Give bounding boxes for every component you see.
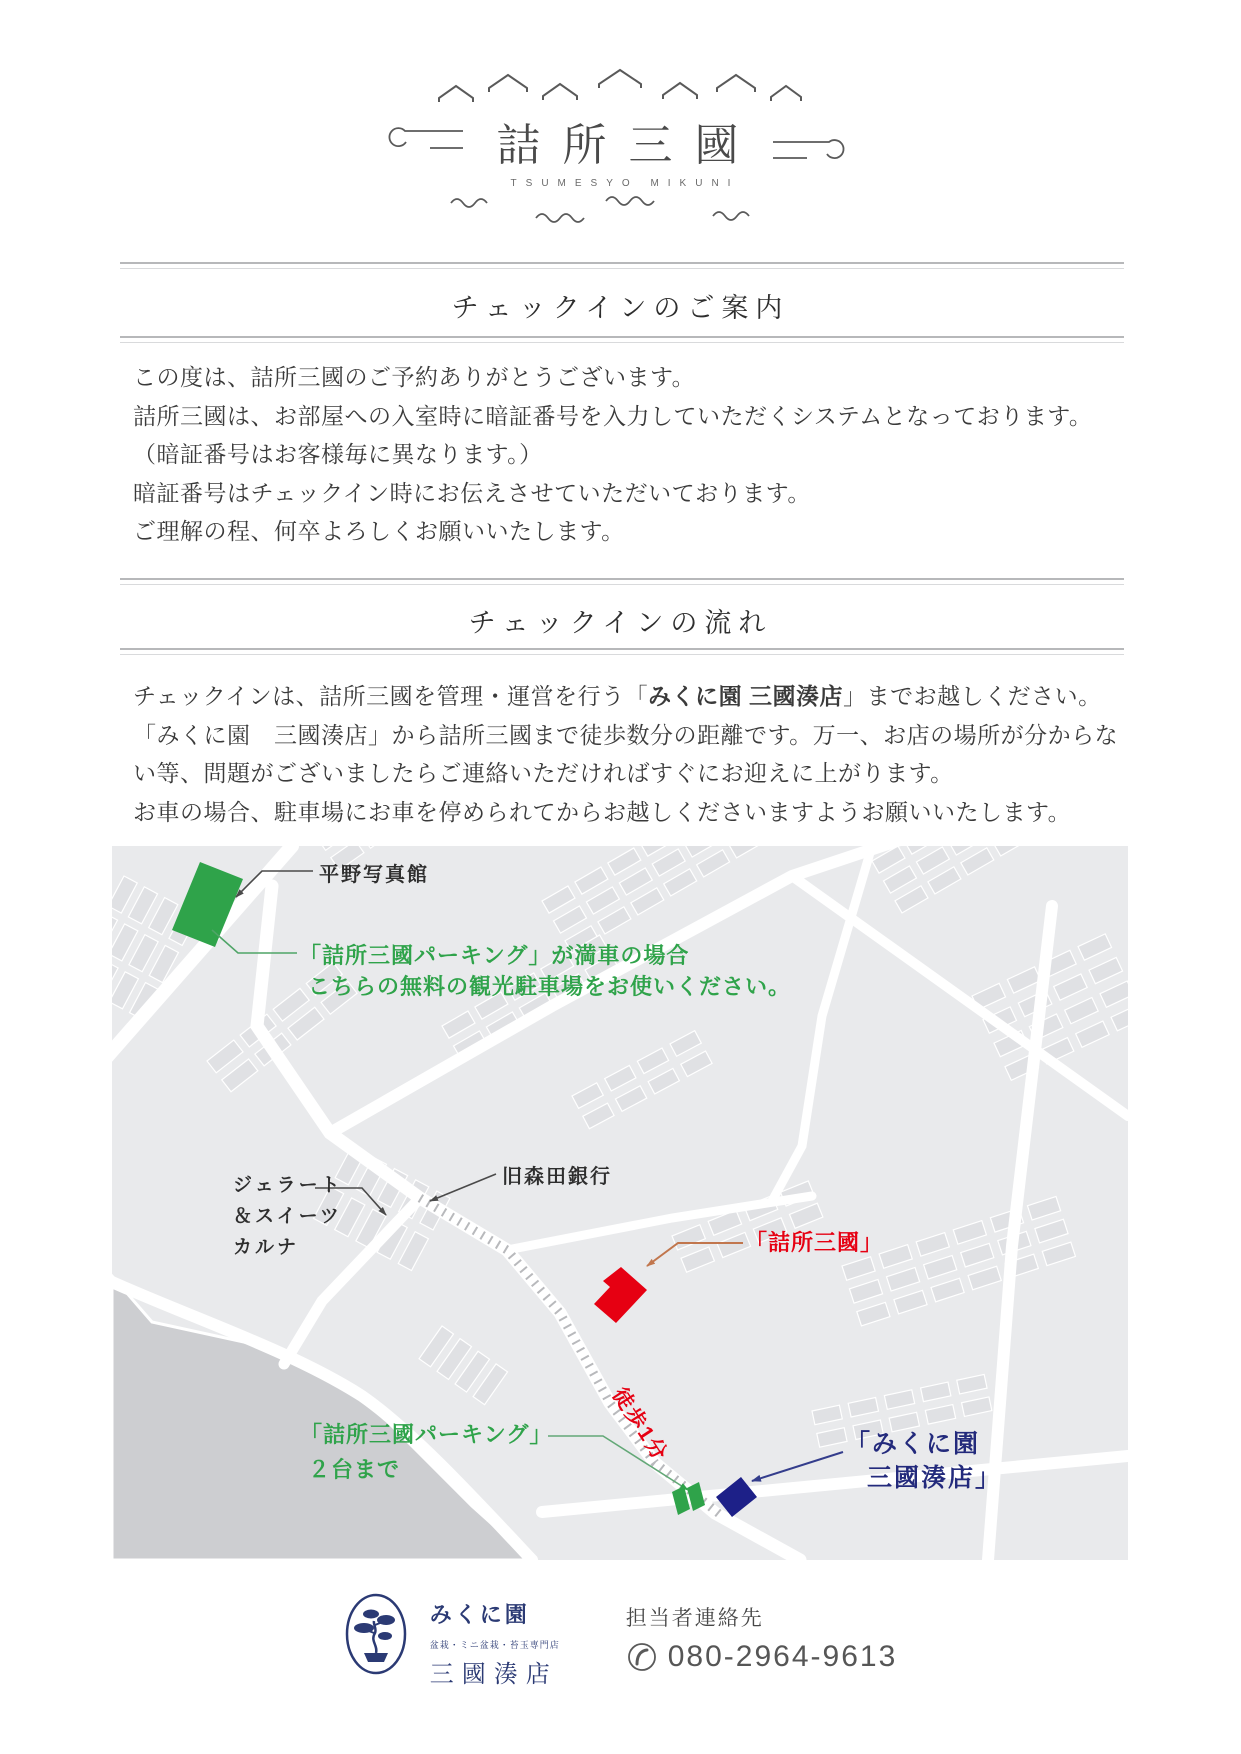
checkin-paragraph xyxy=(133,358,1133,551)
text-line: （暗証番号はお客様毎に異なります。） xyxy=(133,441,543,467)
text-line: ご理解の程、何卒よろしくお願いいたします。 xyxy=(133,518,625,544)
text-line: い等、問題がございましたらご連絡いただければすぐにお迎えに上がります。 xyxy=(133,760,954,786)
text-line: 暗証番号はチェックイン時にお伝えさせていただいております。 xyxy=(133,479,811,506)
section-heading-checkin: チェックインのご案内 xyxy=(451,293,790,323)
contact-info xyxy=(626,1602,898,1674)
map-label-tsumesho: 「詰所三國」 xyxy=(745,1230,884,1255)
shop-tagline: 盆栽・ミニ盆栽・苔玉専門店 xyxy=(429,1640,560,1650)
text-line: お車の場合、駐車場にお車を停められてからお越しくださいますようお願いいたします。 xyxy=(133,798,1072,825)
map-label-parking-capacity: ２台まで xyxy=(308,1457,401,1482)
logo-title: 詰所三國 xyxy=(496,121,761,170)
text-line: 詰所三國は、お部屋への入室時に暗証番号を入力していただくシステムとなっております。 xyxy=(133,402,1093,429)
map-label-parking: 「詰所三國パーキング」 xyxy=(300,1422,553,1447)
cloud-scroll-left-icon xyxy=(385,121,465,161)
divider xyxy=(120,262,1124,269)
map-label-overflow-note: こちらの無料の観光駐車場をお使いください。 xyxy=(308,974,792,999)
logo-subtitle: TSUMESYO MIKUNI xyxy=(510,178,740,189)
map-label-gelato-shop: ジェラート ＆スイーツ カルナ xyxy=(233,1175,343,1258)
flow-paragraph xyxy=(133,677,1133,831)
text-line: チェックインは、詰所三國を管理・運営を行う「みくに園 三國湊店」までお越しください。 xyxy=(133,683,1102,709)
map-label-overflow-note: 「詰所三國パーキング」が満車の場合 xyxy=(299,943,690,968)
text-line: この度は、詰所三國のご予約ありがとうございます。 xyxy=(133,364,696,390)
cloud-scroll-right-icon xyxy=(771,134,857,174)
shop-name: みくに園 xyxy=(429,1602,530,1627)
rooftops-icon xyxy=(431,66,811,106)
map-label-walk-time: 徒歩1分 xyxy=(607,1383,672,1466)
tsumesho-mikuni-building xyxy=(594,1267,647,1323)
shop-identity xyxy=(430,1598,560,1689)
contact-label: 担当者連絡先 xyxy=(625,1607,764,1630)
waves-icon xyxy=(441,193,801,225)
divider xyxy=(120,578,1124,585)
text-line: 「みくに園 三國湊店」から詰所三國まで徒歩数分の距離です。万一、お店の場所が分からな xyxy=(133,721,1119,748)
map-label-mikunien: 「みくに園 xyxy=(845,1430,981,1458)
footer xyxy=(0,1592,1241,1689)
divider xyxy=(120,336,1124,343)
phone-number: 080-2964-9613 xyxy=(667,1640,898,1673)
shop-branch: 三國湊店 xyxy=(429,1662,558,1688)
divider xyxy=(120,648,1124,655)
section-heading-flow: チェックインの流れ xyxy=(468,608,773,638)
access-map xyxy=(112,846,1128,1560)
brand-logo xyxy=(0,66,1241,225)
phone-icon xyxy=(626,1641,658,1673)
map-label-photo-studio: 平野写真館 xyxy=(319,864,429,886)
map-label-morita-bank: 旧森田銀行 xyxy=(502,1166,612,1188)
map-label-mikunien: 三國湊店」 xyxy=(867,1464,1003,1492)
bonsai-logo-icon xyxy=(344,1592,408,1676)
